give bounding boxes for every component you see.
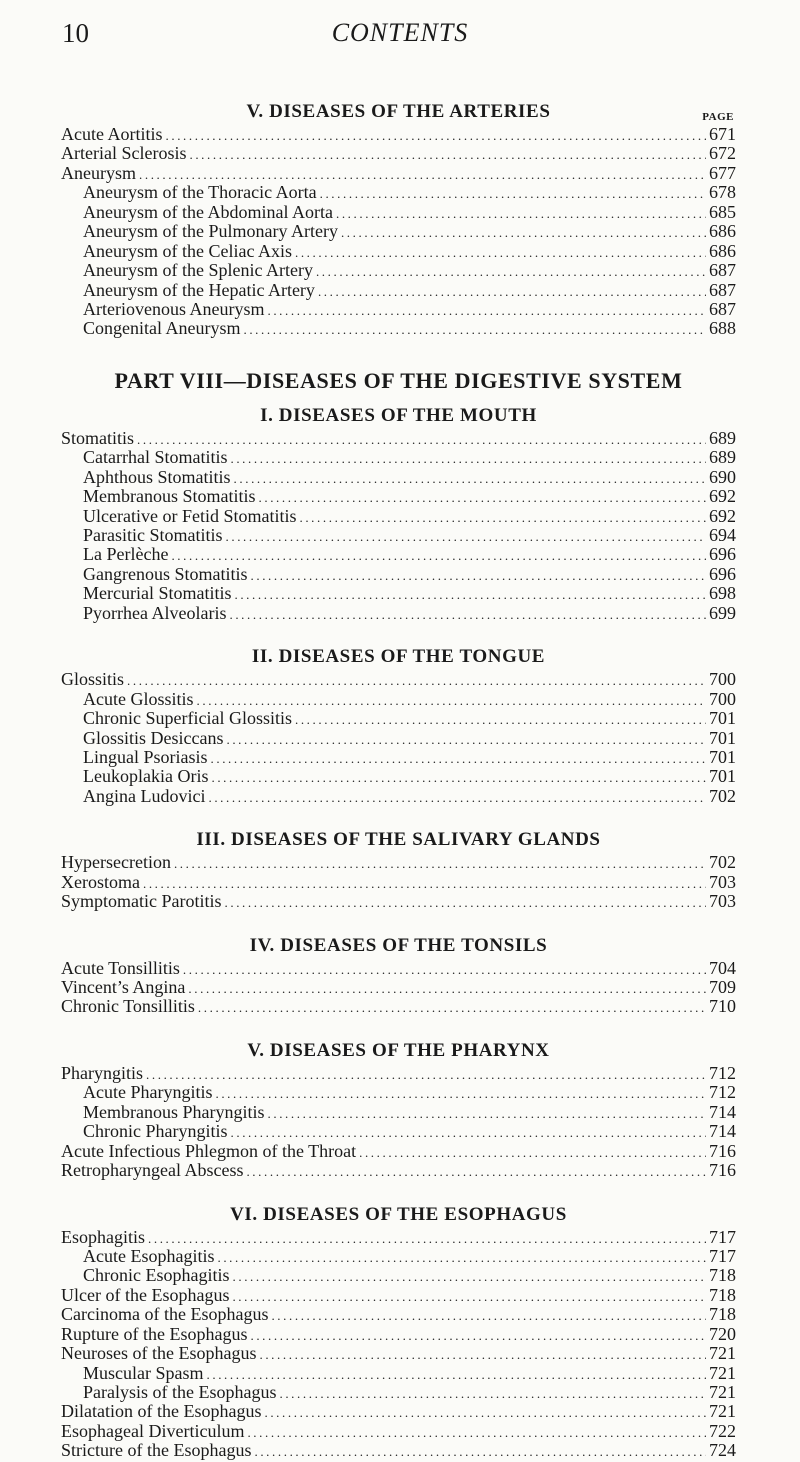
entry-title: Xerostoma: [61, 871, 140, 892]
entry-title: Retropharyngeal Abscess: [61, 1160, 244, 1181]
dot-leader: [231, 1123, 707, 1142]
contents-entry: [61, 892, 736, 911]
entry-title: Stomatitis: [61, 427, 135, 448]
contents-entry: [61, 545, 736, 564]
entry-page-number: 700: [709, 669, 736, 690]
entry-page-number: 700: [709, 688, 736, 709]
entry-page-number: 703: [709, 891, 736, 912]
contents-entry: [61, 203, 736, 222]
entry-title: Dilatation of the Esophagus: [61, 1401, 262, 1422]
contents-entry: [61, 767, 736, 786]
entry-page-number: 685: [709, 201, 736, 222]
entry-title: Catarrhal Stomatitis: [83, 447, 228, 468]
part-title: PART VIII—DISEASES OF THE DIGESTIVE SYSTEM: [114, 367, 683, 393]
entry-page-number: 701: [709, 766, 736, 787]
entry-title: Pyorrhea Alveolaris: [83, 602, 227, 623]
entry-page-number: 687: [709, 298, 736, 319]
entry-page-number: 696: [709, 544, 736, 565]
entry-title: Aneurysm of the Abdominal Aorta: [83, 201, 333, 222]
contents-section: [61, 827, 736, 911]
contents-entry: [61, 468, 736, 487]
dot-leader: [211, 768, 706, 787]
entry-title: Leukoplakia Oris: [83, 766, 209, 787]
entry-title: Aneurysm: [61, 162, 136, 183]
entry-title: Acute Infectious Phlegmon of the Throat: [61, 1140, 357, 1161]
dot-leader: [127, 671, 706, 690]
dot-leader: [316, 262, 706, 281]
entry-page-number: 710: [709, 996, 736, 1017]
contents-entry: [61, 281, 736, 300]
contents-entry: [61, 222, 736, 241]
entry-page-number: 718: [709, 1265, 736, 1286]
contents-entry: [61, 690, 736, 709]
contents-entry: [61, 729, 736, 748]
dot-leader: [233, 1267, 707, 1286]
contents-entry: [61, 507, 736, 526]
section-title: I. DISEASES OF THE MOUTH: [260, 404, 537, 426]
dot-leader: [234, 469, 706, 488]
dot-leader: [234, 585, 706, 604]
entry-page-number: 716: [709, 1140, 736, 1161]
running-title: CONTENTS: [331, 18, 469, 47]
contents-section: [61, 933, 736, 1017]
entry-page-number: 721: [709, 1362, 736, 1383]
contents-entry: [61, 978, 736, 997]
entry-page-number: 687: [709, 279, 736, 300]
dot-leader: [295, 710, 706, 729]
dot-leader: [259, 1345, 706, 1364]
dot-leader: [268, 1104, 707, 1123]
entry-title: Aneurysm of the Splenic Artery: [83, 260, 313, 281]
entry-page-number: 718: [709, 1304, 736, 1325]
entry-page-number: 718: [709, 1284, 736, 1305]
dot-leader: [264, 1403, 706, 1422]
dot-leader: [146, 1065, 706, 1084]
entry-title: Membranous Stomatitis: [83, 486, 256, 507]
dot-leader: [279, 1384, 706, 1403]
entry-page-number: 722: [709, 1420, 736, 1441]
contents-entry: [61, 487, 736, 506]
dot-leader: [320, 184, 706, 203]
entry-title: Esophageal Diverticulum: [61, 1420, 245, 1441]
contents-section: [61, 99, 736, 339]
entry-title: Neuroses of the Esophagus: [61, 1343, 257, 1364]
section-title: IV. DISEASES OF THE TONSILS: [249, 934, 548, 956]
dot-leader: [208, 788, 706, 807]
dot-leader: [246, 1162, 706, 1181]
dot-leader: [295, 243, 706, 262]
section-title: V. DISEASES OF THE ARTERIES: [246, 101, 551, 122]
dot-leader: [171, 546, 706, 565]
contents-entry: [61, 1286, 736, 1305]
entry-title: Acute Aortitis: [61, 124, 163, 144]
dot-leader: [336, 204, 706, 223]
entry-title: Ulcerative or Fetid Stomatitis: [83, 505, 297, 526]
entry-title: Parasitic Stomatitis: [83, 525, 223, 545]
contents-entry: [61, 1122, 736, 1141]
dot-leader: [217, 1248, 706, 1267]
entry-title: Acute Glossitis: [83, 688, 194, 709]
entry-page-number: 692: [709, 505, 736, 526]
entry-title: Symptomatic Parotitis: [61, 891, 222, 912]
dot-leader: [250, 1326, 706, 1345]
dot-leader: [148, 1229, 706, 1248]
dot-leader: [226, 527, 707, 546]
entry-page-number: 721: [709, 1343, 736, 1364]
entry-title: Mercurial Stomatitis: [83, 583, 232, 604]
entry-title: Arteriovenous Aneurysm: [83, 298, 265, 319]
contents-entry: [61, 1083, 736, 1102]
entry-title: Aneurysm of the Thoracic Aorta: [83, 182, 317, 203]
contents-section: [61, 644, 736, 806]
entry-title: Chronic Tonsillitis: [61, 996, 195, 1017]
entry-page-number: 686: [709, 240, 736, 261]
entry-title: Acute Esophagitis: [83, 1245, 215, 1266]
contents-section: [61, 1038, 736, 1181]
dot-leader: [225, 893, 707, 912]
entry-title: Acute Tonsillitis: [61, 957, 180, 978]
contents-entry: [61, 164, 736, 183]
entry-page-number: 702: [709, 852, 736, 873]
entry-page-number: 712: [709, 1082, 736, 1103]
dot-leader: [271, 1306, 706, 1325]
contents-entry: [61, 261, 736, 280]
entry-page-number: 716: [709, 1160, 736, 1181]
dot-leader: [230, 449, 706, 468]
entry-page-number: 677: [709, 162, 736, 183]
contents-entry: [61, 526, 736, 545]
entry-page-number: 714: [709, 1121, 736, 1142]
dot-leader: [259, 488, 707, 507]
entry-page-number: 690: [709, 466, 736, 487]
entry-page-number: 701: [709, 746, 736, 767]
entry-page-number: 721: [709, 1401, 736, 1422]
entry-title: Glossitis Desiccans: [83, 727, 224, 748]
dot-leader: [318, 282, 706, 301]
entry-page-number: 694: [709, 525, 736, 545]
entry-title: Stricture of the Esophagus: [61, 1440, 252, 1461]
dot-leader: [267, 301, 706, 320]
page-number: 10: [62, 18, 89, 48]
dot-leader: [254, 1442, 706, 1461]
entry-title: Membranous Pharyngitis: [83, 1101, 265, 1122]
entry-page-number: 717: [709, 1245, 736, 1266]
section-title: VI. DISEASES OF THE ESOPHAGUS: [230, 1203, 567, 1225]
contents-entry: [61, 997, 736, 1016]
contents-list: [61, 99, 736, 1461]
dot-leader: [359, 1143, 706, 1162]
dot-leader: [247, 1423, 706, 1442]
contents-entry: [61, 125, 736, 144]
contents-entry: [61, 1344, 736, 1363]
contents-entry: [61, 1441, 736, 1460]
entry-page-number: 701: [709, 727, 736, 748]
entry-page-number: 687: [709, 260, 736, 281]
dot-leader: [232, 1287, 706, 1306]
entry-title: Muscular Spasm: [83, 1362, 204, 1383]
contents-entry: [61, 584, 736, 603]
dot-leader: [229, 605, 706, 624]
contents-entry: [61, 748, 736, 767]
contents-entry: [61, 183, 736, 202]
entry-title: Chronic Esophagitis: [83, 1265, 230, 1286]
entry-page-number: 678: [709, 182, 736, 203]
section-title: II. DISEASES OF THE TONGUE: [251, 646, 546, 668]
contents-entry: [61, 959, 736, 978]
contents-section: [61, 1202, 736, 1461]
entry-title: Aneurysm of the Hepatic Artery: [83, 279, 315, 300]
entry-page-number: 709: [709, 977, 736, 997]
dot-leader: [211, 749, 707, 768]
entry-page-number: 724: [709, 1440, 736, 1461]
dot-leader: [174, 854, 706, 873]
entry-title: Pharyngitis: [61, 1062, 144, 1083]
dot-leader: [189, 145, 706, 164]
dot-leader: [226, 730, 706, 749]
entry-title: Aphthous Stomatitis: [83, 466, 231, 487]
dot-leader: [299, 508, 706, 527]
entry-title: Congenital Aneurysm: [83, 318, 241, 339]
contents-entry: [61, 1383, 736, 1402]
dot-leader: [166, 126, 707, 145]
section-title: V. DISEASES OF THE PHARYNX: [247, 1039, 550, 1061]
contents-entry: [61, 1305, 736, 1324]
entry-page-number: 712: [709, 1062, 736, 1083]
entry-title: Paralysis of the Esophagus: [83, 1382, 277, 1402]
contents-entry: [61, 144, 736, 163]
contents-entry: [61, 853, 736, 872]
contents-section: [61, 403, 736, 623]
dot-leader: [243, 320, 706, 339]
dot-leader: [198, 998, 706, 1017]
entry-title: Carcinoma of the Esophagus: [61, 1304, 269, 1325]
dot-leader: [215, 1084, 706, 1103]
entry-page-number: 699: [709, 602, 736, 623]
entry-title: Aneurysm of the Pulmonary Artery: [83, 221, 338, 242]
contents-entry: [61, 1247, 736, 1266]
section-title: III. DISEASES OF THE SALIVARY GLANDS: [196, 829, 601, 851]
entry-page-number: 672: [709, 143, 736, 164]
contents-entry: [61, 1142, 736, 1161]
entry-title: Gangrenous Stomatitis: [83, 563, 248, 584]
contents-entry: [61, 429, 736, 448]
contents-entry: [61, 1402, 736, 1421]
entry-title: Rupture of the Esophagus: [61, 1323, 248, 1344]
contents-entry: [61, 448, 736, 467]
contents-entry: [61, 1266, 736, 1285]
entry-page-number: 704: [709, 957, 736, 978]
entry-page-number: 721: [709, 1382, 736, 1402]
entry-page-number: 686: [709, 221, 736, 242]
entry-page-number: 692: [709, 486, 736, 507]
contents-entry: [61, 1103, 736, 1122]
entry-title: Aneurysm of the Celiac Axis: [83, 240, 292, 261]
entry-page-number: 696: [709, 563, 736, 584]
entry-page-number: 698: [709, 583, 736, 604]
page-header: [62, 18, 738, 58]
contents-entry: [61, 242, 736, 261]
contents-entry: [61, 1064, 736, 1083]
entry-title: Chronic Superficial Glossitis: [83, 708, 292, 729]
contents-entry: [61, 1161, 736, 1180]
contents-entry: [61, 300, 736, 319]
entry-page-number: 720: [709, 1323, 736, 1344]
contents-entry: [61, 787, 736, 806]
dot-leader: [341, 223, 706, 242]
contents-entry: [61, 319, 736, 338]
entry-title: Acute Pharyngitis: [83, 1082, 213, 1103]
contents-entry: [61, 1364, 736, 1383]
entry-title: Chronic Pharyngitis: [83, 1121, 228, 1142]
entry-page-number: 671: [709, 124, 736, 144]
contents-entry: [61, 1422, 736, 1441]
dot-leader: [207, 1365, 707, 1384]
contents-entry: [61, 604, 736, 623]
entry-title: Arterial Sclerosis: [61, 143, 187, 164]
contents-entry: [61, 1325, 736, 1344]
entry-page-number: 689: [709, 427, 736, 448]
entry-title: La Perlèche: [83, 544, 169, 565]
entry-title: Hypersecretion: [61, 852, 171, 873]
entry-page-number: 701: [709, 708, 736, 729]
dot-leader: [143, 874, 706, 893]
entry-page-number: 717: [709, 1226, 736, 1247]
entry-title: Lingual Psoriasis: [83, 746, 208, 767]
entry-page-number: 688: [709, 318, 736, 339]
dot-leader: [251, 566, 707, 585]
page-column-label: PAGE: [702, 111, 734, 123]
dot-leader: [183, 960, 706, 979]
entry-title: Vincent’s Angina: [61, 977, 186, 997]
entry-title: Esophagitis: [61, 1226, 145, 1247]
entry-page-number: 714: [709, 1101, 736, 1122]
entry-page-number: 702: [709, 785, 736, 806]
entry-title: Ulcer of the Esophagus: [61, 1284, 230, 1305]
dot-leader: [188, 979, 706, 998]
contents-entry: [61, 1228, 736, 1247]
entry-page-number: 689: [709, 447, 736, 468]
entry-page-number: 703: [709, 871, 736, 892]
contents-entry: [61, 709, 736, 728]
contents-entry: [61, 565, 736, 584]
entry-title: Glossitis: [61, 669, 125, 690]
contents-entry: [61, 873, 736, 892]
contents-entry: [61, 670, 736, 689]
entry-title: Angina Ludovici: [83, 785, 206, 806]
